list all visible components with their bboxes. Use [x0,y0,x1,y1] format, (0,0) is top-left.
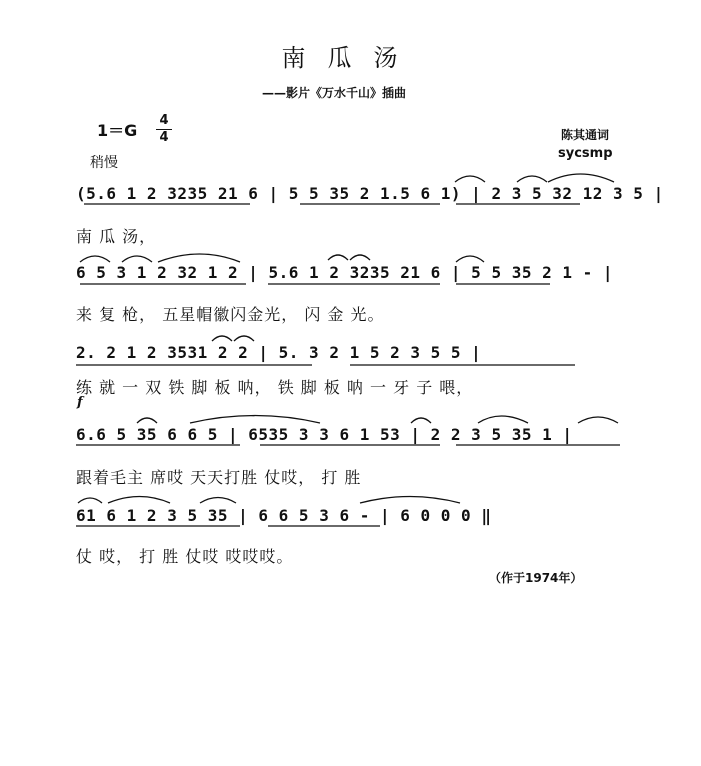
score-line-2-notes: 6 5 3 1 2 32 1 2 | 5.6 1 2 3235 21 6 | 5 5 35 2 1 - | [76,263,614,282]
score-line-4-lyrics: 跟着毛主 席哎 天天打胜 仗哎， 打 胜 [76,468,362,487]
song-title: 南瓜汤 [281,44,420,72]
score-line-3-lyrics: 练 就 一 双 铁 脚 板 呐， 铁 脚 板 呐 一 牙 子 喂， [76,378,474,397]
lyricist-credit: 陈其通词 [561,128,610,142]
score-line-1-lyrics: 南 瓜 汤， [76,227,157,246]
score-line-5-lyrics: 仗 哎， 打 胜 仗哎 哎哎哎。 [76,547,294,566]
tempo-marking: 稍慢 [90,155,118,171]
key-signature: 1＝G [97,121,138,140]
score-line-3-notes: 2. 2 1 2 3531 2 2 | 5. 3 2 1 5 2 3 5 5 | [76,343,482,362]
score-line-1-notes: (5.6 1 2 3235 21 6 | 5 5 35 2 1.5 6 1) | 2 3 5 32 12 3 5 | [76,184,664,203]
uploader-credit: sycsmp [558,146,613,161]
dynamic-mark: f [77,395,83,410]
composition-date: （作于1974年） [489,571,583,585]
song-subtitle: ——影片《万水千山》插曲 [262,86,407,100]
score-line-2-lyrics: 来 复 枪， 五星帽徽闪金光， 闪 金 光。 [76,305,385,324]
time-signature-top: 4 [159,113,169,128]
score-line-4-notes: 6.6 5 35 6 6 5 | 6535 3 3 6 1 53 | 2 2 3 5 35 1 | [76,425,573,444]
score-line-5-notes: 61 6 1 2 3 5 35 | 6 6 5 3 6 - | 6 0 0 0 ‖ [76,506,492,525]
time-signature-bottom: 4 [159,130,169,145]
